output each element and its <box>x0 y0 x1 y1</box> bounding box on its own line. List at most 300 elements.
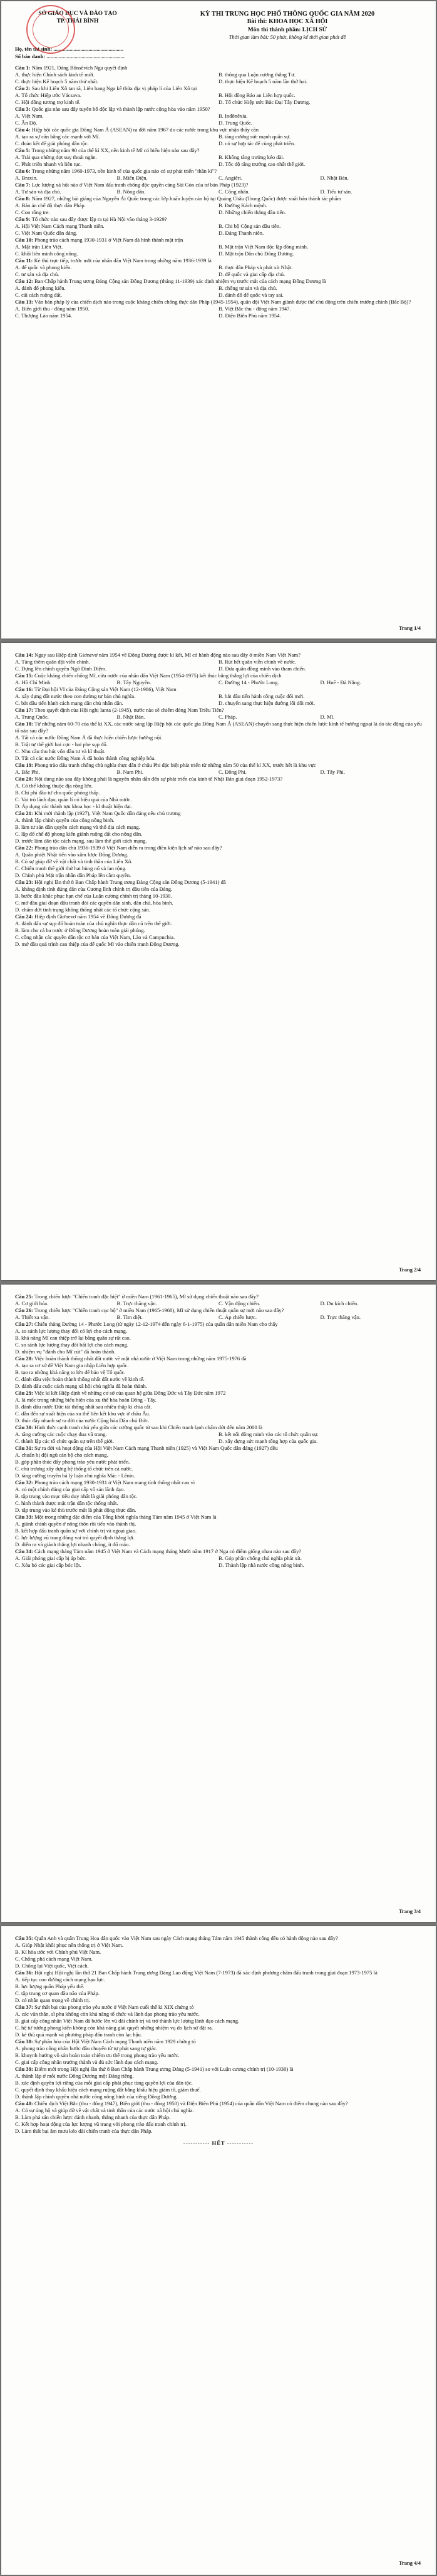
answer-option: A. tạo ra cơ sở để Việt Nam gia nhập Liên hợp quốc. <box>15 1362 129 1368</box>
question-item <box>15 721 422 762</box>
answer-option: B. tăng cường sức mạnh quân sự. <box>218 133 290 140</box>
answer-option: A. thực hiện Chính sách kinh tế mới. <box>15 71 95 78</box>
answer-option: B. tập trung vào mục tiêu duy nhất là giải phóng dân tộc. <box>15 1493 138 1499</box>
question-item <box>15 707 422 721</box>
answer-row <box>15 285 422 292</box>
answer-option: A. tạo ra sự cân bằng các mạnh với Mĩ. <box>15 133 100 140</box>
answer-option: C. Hội đồng tương trợ kinh tế. <box>15 99 81 106</box>
question-item <box>15 85 422 106</box>
answer-option: B. Tìm diệt. <box>116 1314 143 1320</box>
question-item <box>15 64 422 85</box>
answer-option: C. Con rồng tre. <box>15 209 50 216</box>
answer-option: B. giai cấp công nhân Việt Nam đã bước lên vũ đài chính trị và trở thành lực lượng lãnh đạo cách mạng. <box>15 2018 240 2024</box>
answer-row <box>15 99 422 106</box>
question-item <box>15 106 422 126</box>
question-list <box>15 1935 422 2135</box>
answer-option: B. lực lượng quân Pháp yếu thế. <box>15 1983 85 1989</box>
answer-option: C. Vận động chiến. <box>218 1300 260 1306</box>
question-stem: Câu 3: Quốc gia nào sau đây tuyên bố độc lập và thành lập nước cộng hòa vào năm 1950? <box>15 106 210 113</box>
answer-option: A. Mặt trận Liên Việt. <box>15 244 63 250</box>
answer-option: C. Dựng lên chính quyền Ngô Đình Diệm. <box>15 665 107 672</box>
answer-option: B. Miến Điện. <box>116 175 148 182</box>
answer-option: A. Tăng thêm quân đội viễn chinh. <box>15 659 90 665</box>
candidate-name-label: Họ, tên thí sinh: .................................................... <box>15 46 124 53</box>
answer-option: B. kết hợp đấu tranh quân sự với chính trị và ngoại giao. <box>15 1527 137 1534</box>
answer-row <box>15 161 422 168</box>
answer-option: A. xây dựng đất nước theo con đường tư bản chủ nghĩa. <box>15 693 136 699</box>
question-stem: Câu 5: Trong những năm 90 của thế kỉ XX, nền kinh tế Mĩ có biểu hiện nào sau đây? <box>15 147 200 154</box>
answer-row <box>15 188 422 195</box>
answer-option: D. Tây Phi. <box>320 769 345 775</box>
answer-option: C. Thượng Lào năm 1954. <box>15 312 73 319</box>
answer-option: D. đánh đổ đế quốc và tay sai. <box>218 292 284 299</box>
answer-option: D. đánh dấu cuộc cách mạng xã hội chủ nghĩa đã hoàn thành. <box>15 1383 147 1389</box>
answer-option: C. Đường 14 - Phước Long. <box>218 679 279 685</box>
answer-option: B. khuynh hướng vô sản hoàn toàn chiếm ưu thế trong phong trào yêu nước. <box>15 2052 180 2058</box>
exam-header <box>15 10 422 41</box>
question-item <box>15 257 422 278</box>
answer-row <box>15 92 422 99</box>
answer-row <box>15 1431 422 1438</box>
answer-option: C. Vai trò lãnh đạo, quản lí có hiệu quả của Nhà nước. <box>15 796 132 803</box>
candidate-info <box>15 46 422 61</box>
answer-option: A. Trung Quốc. <box>15 714 49 720</box>
exam-subject: Môn thi thành phần: LỊCH SỬ <box>247 27 327 34</box>
question-stem: Câu 16: Từ Đại hội VI của Đảng Cộng sản Việt Nam (12-1986), Việt Nam <box>15 686 177 692</box>
question-item <box>15 1548 422 1569</box>
answer-option: B. bước đầu khắc phục hạn chế của Luận cương chính trị tháng 10-1930. <box>15 893 172 899</box>
answer-option: D. chuyển sang thực hiện đường lối đối mới. <box>218 700 315 706</box>
question-stem: Câu 10: Phong trào cách mạng 1930-1931 ở Việt Nam đã hình thành mặt trận <box>15 237 183 244</box>
answer-option: A. chuẩn bị đội ngũ cán bộ cho cách mạng. <box>15 1452 108 1458</box>
answer-row <box>15 209 422 216</box>
answer-option: D. Du kích chiến. <box>320 1300 359 1306</box>
question-stem: Câu 27: Chiến thắng Đường 14 - Phước Long (từ ngày 12-12-1974 đến ngày 6-1-1975) của quân dân miền Nam cho thấy <box>15 1321 278 1327</box>
answer-option: D. trước làm dân tộc cách mạng, sau làm thế giới cách mạng. <box>15 838 147 844</box>
question-item <box>15 844 422 879</box>
question-stem: Câu 11: Kẻ thù trực tiếp, trước mắt của nhân dân Việt Nam trong những năm 1936-1939 là <box>15 257 212 264</box>
question-item <box>15 1935 422 1969</box>
answer-option: A. Việt Nam. <box>15 113 44 120</box>
answer-option: C. công nhận các quyền dân tộc cơ bản của Việt Nam, Lào và Campuchia. <box>15 934 175 940</box>
answer-option: C. Chống phá cách mạng Việt Nam. <box>15 1956 93 1962</box>
question-stem: Câu 19: Phong trào đấu tranh chống chủ nghĩa thực dân ở châu Phi đặc biệt phát triển từ những năm 50 của thế kỉ XX, trước hết là khu vực <box>15 762 316 768</box>
answer-option: A. khẳng định tính đúng đắn của Cương lĩnh chính trị đầu tiên của Đảng. <box>15 886 173 892</box>
answer-option: D. Trung Quốc. <box>218 120 252 126</box>
answer-row <box>15 223 422 230</box>
answer-option: A. Tư sản và địa chủ. <box>15 188 61 195</box>
answer-row <box>15 271 422 278</box>
question-stem: Câu 29: Việc kí kết Hiệp định về những cơ sở của quan hệ giữa Đông Đức và Tây Đức năm 1972 <box>15 1390 226 1396</box>
answer-row <box>15 133 422 140</box>
question-stem: Câu 21: Khi mới thành lập (1927), Việt Nam Quốc dân đảng nêu chủ trương <box>15 810 181 816</box>
question-stem: Câu 38: Sự phân hóa của Hội Việt Nam Cách mạng Thanh niên năm 1929 chứng tỏ <box>15 2038 196 2045</box>
question-stem: Câu 33: Một trong những đặc điểm của Tổng khởi nghĩa tháng Tám năm 1945 ở Việt Nam là <box>15 1514 217 1520</box>
answer-row <box>15 292 422 299</box>
page-footer: Trang 2/4 <box>398 1266 421 1273</box>
answer-option: A. Thiết xa vận. <box>15 1314 50 1320</box>
answer-option: D. tập trung vào kẻ thù trước mắt là phát động thực dân. <box>15 1507 136 1513</box>
question-item <box>15 216 422 237</box>
answer-option: D. Những chiến thắng đầu tiên. <box>218 209 286 216</box>
end-marker: ----------- HẾT ----------- <box>183 2140 254 2146</box>
answer-option: D. đế quốc và giai cấp địa chủ. <box>218 271 285 278</box>
answer-option: A. là mốc trong những biểu hiện của xu thế hòa hoãn Đông - Tây. <box>15 1397 157 1403</box>
answer-row <box>15 1438 422 1445</box>
answer-row <box>15 659 422 665</box>
answer-option: C. Xóa bỏ các giai cấp bóc lột. <box>15 1562 81 1568</box>
answer-option: B. Chi bộ Cộng sản đầu tiên. <box>218 223 281 230</box>
question-item <box>15 126 422 147</box>
answer-option: C. bắt đầu tiến hành cách mạng dân chủ nhân dân. <box>15 700 123 706</box>
answer-option: D. Đưa quân đồng minh vào tham chiến. <box>218 665 306 672</box>
answer-option: B. Rút hết quân viễn chinh về nước. <box>218 659 297 665</box>
answer-option: C. Áp chiến lược. <box>218 1314 257 1320</box>
exam-subject-group: Bài thi: KHOA HỌC XÃ HỘI <box>247 18 328 26</box>
question-item <box>15 237 422 257</box>
question-item <box>15 1321 422 1355</box>
question-stem: Câu 17: Theo quyết định của Hội nghị Ianta (2-1945), nước nào sẽ chiếm đóng Nam Triều Tiên? <box>15 707 224 713</box>
answer-option: A. thành lập ở mỗi nước Đông Dương một Đảng riêng. <box>15 2073 134 2079</box>
answer-option: D. thực hiện Kế hoạch 5 năm lần thứ hai. <box>218 78 307 85</box>
answer-option: B. Tây Nguyên. <box>116 679 152 685</box>
answer-option: B. thực dân Pháp và phát xít Nhật. <box>218 264 293 271</box>
answer-option: A. Hội Việt Nam Cách mạng Thanh niên. <box>15 223 105 230</box>
answer-option: D. Điện Biên Phủ năm 1954. <box>218 312 281 319</box>
answer-option: A. phong trào công nhân bước đầu chuyển từ tự phát sang tự giác. <box>15 2045 158 2051</box>
answer-row <box>15 154 422 161</box>
answer-option: C. Angiêri. <box>218 175 242 182</box>
page-footer: Trang 3/4 <box>398 1908 421 1914</box>
answer-option: A. Biên giới thu - đông năm 1950. <box>15 305 90 312</box>
question-item <box>15 1445 422 1479</box>
answer-option: A. Quân phiệt Nhật tiến vào xâm lược Đông Dương. <box>15 851 128 858</box>
question-item <box>15 1479 422 1514</box>
answer-option: C. chủ trương xây dựng hệ thống tổ chức trên cả nước. <box>15 1465 133 1472</box>
answer-option: B. xác định quyền lợi riêng của mỗi giai cấp phải phục tùng quyền lợi của dân tộc. <box>15 2080 193 2086</box>
answer-option: C. Ấn Độ. <box>15 120 38 126</box>
answer-option: A. đế quốc và phong kiến. <box>15 264 72 271</box>
answer-option: B. Inđônêxia. <box>218 113 248 120</box>
answer-row <box>15 1300 422 1307</box>
answer-option: D. Trực thăng vận. <box>320 1314 361 1320</box>
question-item <box>15 147 422 168</box>
answer-option: B. Góp phần chống chủ nghĩa phát xít. <box>218 1555 302 1561</box>
answer-option: D. Thành lập nhà nước công nông binh. <box>218 1562 304 1568</box>
question-item <box>15 2004 422 2038</box>
answer-option: D. Tốc độ tăng trưởng cao nhất thế giới. <box>218 161 306 168</box>
answer-option: B. Nông dân. <box>116 188 146 195</box>
question-stem: Câu 18: Từ những năm 60-70 của thế kỉ XX, các nước sáng lập Hiệp hội các quốc gia Đông Nam Á (ASEAN) chuyển sang thực hiện chiến lược kinh tế hướng ngoại là do tác động của yếu tố nào sau đây? <box>15 721 422 734</box>
answer-option: A. Bắc Phi. <box>15 769 40 775</box>
answer-option: D. Mĩ. <box>320 714 335 720</box>
answer-option: B. Không tăng trưởng kéo dài. <box>218 154 284 161</box>
answer-row <box>15 175 422 182</box>
question-item <box>15 1969 422 2004</box>
question-item <box>15 672 422 686</box>
department-block <box>15 10 140 41</box>
answer-option: C. Pháp. <box>218 714 237 720</box>
answer-row <box>15 312 422 319</box>
answer-option: B. Chi phí đầu tư cho quốc phòng thấp. <box>15 789 100 796</box>
answer-option: C. cải cách ruộng đất. <box>15 292 62 299</box>
answer-option: D. diễn ra và giành thắng lợi nhanh chóng, ít đổ máu. <box>15 1541 130 1547</box>
question-stem: Câu 32: Phong trào cách mạng 1930-1931 ở Việt Nam mang tính thống nhất cao vì <box>15 1479 195 1486</box>
question-stem: Câu 24: Hiệp định Giơnevơ năm 1954 về Đông Dương đã <box>15 913 141 920</box>
answer-option: B. Có sự giúp đỡ về vật chất và tinh thần của Liên Xô. <box>15 858 133 865</box>
question-stem: Câu 7: Lực lượng xã hội nào ở Việt Nam đấu tranh chống độc quyền cảng Sài Gòn của tư bản Pháp (1923)? <box>15 182 249 188</box>
answer-option: D. chấm dứt tình trạng không thống nhất các tổ chức cộng sản. <box>15 906 150 913</box>
question-stem: Câu 30: Hình thức cạnh tranh chủ yếu giữa các cường quốc từ sau khi Chiến tranh lạnh chấm dứt đến năm 2000 là <box>15 1424 263 1430</box>
question-item <box>15 278 422 299</box>
question-item <box>15 299 422 319</box>
answer-row <box>15 693 422 700</box>
answer-option: A. tăng cường các cuộc chạy đua vũ trang. <box>15 1431 107 1437</box>
question-stem: Câu 37: Sự thất bại của phong trào yêu nước ở Việt Nam cuối thế kỉ XIX chứng tỏ <box>15 2004 194 2010</box>
answer-option: D. thúc đẩy nhanh sự ra đời của nước Cộng hòa Dân chủ Đức. <box>15 1417 150 1424</box>
answer-option: B. thông qua Luận cương thắng Tư. <box>218 71 296 78</box>
page-footer: Trang 4/4 <box>398 2560 421 2566</box>
answer-option: B. Đường Kách mệnh. <box>218 202 267 209</box>
answer-option: D. kẻ thù quá mạnh và phương pháp đấu tranh còn lạc hậu. <box>15 2031 142 2038</box>
answer-row <box>15 120 422 126</box>
answer-row <box>15 78 422 85</box>
answer-option: C. Công nhân. <box>218 188 250 195</box>
answer-option: D. thành lập chính quyền nhà nước công nông binh của riêng Đông Dương. <box>15 2093 178 2100</box>
answer-option: C. Nhu cầu thu hút vốn đầu tư và kĩ thuật. <box>15 748 106 754</box>
question-list <box>15 652 422 948</box>
answer-row <box>15 230 422 237</box>
answer-option: C. đoàn kết để giải phóng dân tộc. <box>15 140 89 147</box>
answer-option: B. bắt đầu tiến hành công cuộc đổi mới. <box>218 693 305 699</box>
answer-option: C. mở đầu giai đoạn đấu tranh đòi các quyền dân sinh, dân chủ, hòa bình. <box>15 900 173 906</box>
question-stem: Câu 14: Ngay sau Hiệp định Giơnevơ năm 1954 về Đông Dương được kí kết, Mĩ có hành động nào sau đây ở miền Nam Việt Nam? <box>15 652 301 658</box>
question-stem: Câu 35: Quân Anh và quân Trung Hoa dân quốc vào Việt Nam sau ngày Cách mạng tháng Tám năm 1945 thành công đều có hành động nào sau đây? <box>15 1935 338 1941</box>
question-item <box>15 762 422 776</box>
question-stem: Câu 34: Cách mạng tháng Tám năm 1945 ở Việt Nam và Cách mạng tháng Mười năm 1917 ở Nga có điểm giống nhau nào sau đây? <box>15 1548 302 1554</box>
question-item <box>15 879 422 913</box>
answer-option: B. Nam Phi. <box>116 769 143 775</box>
question-stem: Câu 22: Phong trào dân chủ 1936-1939 ở Việt Nam diễn ra trong điều kiện lịch sử nào sau đây? <box>15 844 222 851</box>
answer-row <box>15 202 422 209</box>
answer-option: D. Mặt trận Dân chủ Đông Dương. <box>218 250 294 257</box>
answer-option: D. Áp dụng các thành tựu khoa học - kĩ thuật hiện đại. <box>15 803 132 809</box>
answer-option: C. thực hiện Kế hoạch 5 năm thứ nhất. <box>15 78 98 85</box>
answer-option: C. Kết hợp hoạt động của lực lượng vũ trang với phong trào đấu tranh chính trị. <box>15 2121 187 2127</box>
answer-row <box>15 714 422 721</box>
exam-page-2 <box>1 643 436 1280</box>
answer-option: D. Tiểu tư sản. <box>320 188 352 195</box>
answer-option: A. đánh dấu sự sụp đổ hoàn toàn của chủ nghĩa thực dân cũ trên thế giới. <box>15 920 172 926</box>
answer-option: A. Trải qua những đợt suy thoái ngắn. <box>15 154 97 161</box>
answer-option: D. xây dựng sức mạnh tổng hợp của quốc gia. <box>218 1438 318 1444</box>
exam-page-4 <box>1 1926 436 2575</box>
question-item <box>15 1390 422 1424</box>
answer-option: B. làm tư sản dân quyền cách mạng và thổ địa cách mạng. <box>15 824 140 830</box>
question-item <box>15 2066 422 2100</box>
answer-option: C. lập đổ chế độ phong kiến giành ruộng đất cho nông dân. <box>15 831 143 837</box>
answer-option: B. Nhật Bản. <box>116 714 145 720</box>
question-stem: Câu 40: Chiến dịch Việt Bắc (thu - đông 1947), Biên giới (thu - đông 1950) và Điện Biên Phủ (1954) của quân dân Việt Nam có điểm chung nào sau đây? <box>15 2100 348 2106</box>
question-stem: Câu 4: Hiệp hội các quốc gia Đông Nam Á (ASEAN) ra đời năm 1967 do các nước trong khu vực nhận thấy cần <box>15 126 259 133</box>
answer-option: A. Braxin. <box>15 175 38 182</box>
question-stem: Câu 12: Ban Chấp hành Trung ương Đảng Cộng sản Đông Dương (tháng 11-1939) xác định nhiệm vụ trước mắt của cách mạng Đông Dương là <box>15 278 326 285</box>
answer-option: B. Trực thăng vận. <box>116 1300 157 1306</box>
question-stem: Câu 9: Tổ chức nào sau đây được lập ra tại Hà Nội vào tháng 3-1929? <box>15 216 167 223</box>
red-seal-stamp <box>26 5 75 54</box>
question-stem: Câu 15: Cuộc kháng chiến chống Mĩ, cứu nước của nhân dân Việt Nam (1954-1975) kết thúc bằng thắng lợi của chiến dịch <box>15 672 282 679</box>
question-stem: Câu 36: Hội nghị Hội nghị lần thứ 21 Ban Chấp hành Trung ương Đảng Lao động Việt Nam (7-1973) đã xác định phương châm đấu tranh trong giai đoạn 1973-1975 là <box>15 1969 378 1976</box>
question-stem: Câu 26: Trong chiến lược "Chiến tranh cục bộ" ở miền Nam (1965-1968), Mĩ sử dụng chiến thuật quân sự mới nào sau đây? <box>15 1307 284 1313</box>
answer-option: C. lực lượng vũ trang đóng vai trò quyết định thắng lợi. <box>15 1534 135 1541</box>
question-stem: Câu 1: Năm 1921, Đảng Bônsêvích Nga quyết định <box>15 64 128 71</box>
page-footer: Trang 1/4 <box>398 625 421 631</box>
answer-option: D. có sự hợp tác để cùng phát triển. <box>218 140 296 147</box>
answer-option: B. tạo ra những khả năng to lớn để bảo vệ Tổ quốc. <box>15 1369 126 1375</box>
answer-option: B. Làm phá sản chiến lược đánh nhanh, thắng nhanh của thực dân Pháp. <box>15 2114 171 2120</box>
answer-option: A. đánh đổ phong kiến. <box>15 285 66 292</box>
question-item <box>15 2100 422 2135</box>
answer-option: D. nhiệm vụ "đánh cho Mĩ cút" đã hoàn thành. <box>15 1348 116 1355</box>
answer-option: D. Làm thất bại âm mưu kéo dài chiến tranh của thực dân Pháp. <box>15 2128 153 2134</box>
question-stem: Câu 23: Hội nghị lần thứ 8 Ban Chấp hành Trung ương Đảng Cộng sản Đông Dương (5-1941) đã <box>15 879 226 885</box>
exam-page-1 <box>1 1 436 639</box>
answer-option: A. các văn thân, sĩ phu không còn khả năng tổ chức và lãnh đạo phong trào yêu nước. <box>15 2011 200 2017</box>
answer-row <box>15 250 422 257</box>
answer-option: D. mở đầu quá trình can thiệp của đế quốc Mĩ vào chiến tranh Đông Dương. <box>15 941 180 947</box>
answer-option: D. Huế - Đà Nẵng. <box>320 679 361 685</box>
answer-option: A. so sánh lực lượng thay đổi có lợi cho cách mạng. <box>15 1328 128 1334</box>
answer-option: A. Tổ chức Hiệp ước Vácsava. <box>15 92 81 99</box>
answer-option: D. tăng cường truyền bá lý luận chủ nghĩa Mác - Lênin. <box>15 1472 135 1479</box>
question-list <box>15 64 422 319</box>
answer-option: A. Giải phóng giai cấp bị áp bức. <box>15 1555 87 1561</box>
answer-option: D. Tổ chức Hiệp ước Bắc Đại Tây Dương. <box>218 99 311 106</box>
answer-row <box>15 769 422 776</box>
question-item <box>15 652 422 672</box>
answer-option: B. Việt Bắc thu - đông năm 1947. <box>218 305 291 312</box>
answer-option: B. Mặt trận Việt Nam độc lập đồng minh. <box>218 244 309 250</box>
answer-option: A. Cơ giới hóa. <box>15 1300 49 1306</box>
question-item <box>15 2038 422 2066</box>
question-item <box>15 1355 422 1390</box>
answer-row <box>15 305 422 312</box>
answer-option: B. khả năng Mĩ can thiệp trở lại bằng quân sự rất cao. <box>15 1335 131 1341</box>
answer-option: B. đánh dấu nước Đức tái thống nhất sau nhiều thập kỉ chia cắt. <box>15 1403 152 1410</box>
answer-option: C. tư sản và địa chủ. <box>15 271 59 278</box>
answer-option: B. kết nối đồng minh vào các tổ chức quân sự. <box>218 1431 319 1437</box>
answer-option: A. tiếp tục con đường cách mạng bạo lực. <box>15 1976 105 1983</box>
answer-option: D. Nhật Bản. <box>320 175 349 182</box>
answer-option: C. Phát triển nhanh và liên tục. <box>15 161 82 168</box>
answer-option: C. Đông Phi. <box>218 769 247 775</box>
answer-row <box>15 1555 422 1562</box>
answer-option: C. tập trung cơ quan đầu não của Pháp. <box>15 1990 100 1996</box>
answer-option: C. thành lập các tổ chức quân sự trên thế giới. <box>15 1438 114 1444</box>
question-item <box>15 168 422 182</box>
answer-option: A. có một chính đảng của giai cấp vô sản lãnh đạo. <box>15 1486 125 1492</box>
exam-title-block <box>153 10 422 41</box>
question-stem: Câu 2: Sau khi Liên Xô tan rã, Liên bang Nga kế thừa địa vị pháp lí của Liên Xô tại <box>15 85 197 92</box>
question-item <box>15 1514 422 1548</box>
answer-option: D. Đảng Thanh niên. <box>218 230 264 237</box>
answer-option: A. Bản án chế độ thực dân Pháp. <box>15 202 86 209</box>
answer-option: C. giai cấp công nhân trưởng thành và đủ sức lãnh đạo cách mạng. <box>15 2059 158 2065</box>
question-stem: Câu 25: Trong chiến lược "Chiến tranh đặc biệt" ở miền Nam (1961-1965), Mĩ sử dụng chiến thuật nào sau đây? <box>15 1293 259 1300</box>
exam-page-3 <box>1 1285 436 1922</box>
answer-option: A. giành chính quyền ở nông thôn rồi tiến vào thành thị. <box>15 1521 136 1527</box>
question-stem: Câu 31: Sự ra đời và hoạt động của Hội Việt Nam Cách mạng Thanh niên (1925) và Việt Nam Quốc dân đảng (1927) đều <box>15 1445 278 1451</box>
answer-option: C. hệ tư tưởng phong kiến không còn khả năng giải quyết những nhiệm vụ do lịch sử đặt ra. <box>15 2024 213 2031</box>
answer-option: C. đánh dấu việc hoàn thành thống nhất đất nước về kinh tế. <box>15 1376 145 1382</box>
question-item <box>15 1293 422 1307</box>
exam-title: KỲ THI TRUNG HỌC PHỔ THÔNG QUỐC GIA NĂM 2020 <box>200 11 375 18</box>
question-item <box>15 810 422 844</box>
question-stem: Câu 13: Văn bản pháp lý của chiến dịch nào trong cuộc kháng chiến chống thực dân Pháp (1945-1954), quân đội Việt Nam giành được thế chủ động trên chiến trường chính (Bắc Bộ)? <box>15 299 411 305</box>
question-stem: Câu 20: Nội dung nào sau đây không phải là nguyên nhân dẫn đến sự phát triển của kinh tế Nhật Bản giai đoạn 1952-1973? <box>15 776 283 782</box>
answer-option: C. hình thành được mặt trận dân tộc thống nhất. <box>15 1500 118 1506</box>
answer-option: C. so sánh lực lượng thay đổi bất lợi cho cách mạng. <box>15 1342 128 1348</box>
answer-option: A. thành lập chính quyền của công nông binh. <box>15 817 115 823</box>
answer-option: B. làm cho cả ba nước ở Đông Dương hoàn toàn giải phóng. <box>15 927 145 933</box>
question-stem: Câu 28: Việc hoàn thành thống nhất đất nước về mặt nhà nước ở Việt Nam trong những năm 1975-1976 đã <box>15 1355 247 1362</box>
answer-row <box>15 679 422 686</box>
question-item <box>15 686 422 707</box>
answer-option: A. Hồ Chí Minh. <box>15 679 52 685</box>
answer-option: C. dẫn đến sự xuất hiện của xu thế liên kết khu vực ở châu Âu. <box>15 1410 150 1417</box>
question-item <box>15 1424 422 1445</box>
answer-option: D. Chính phủ Mặt trận nhân dân Pháp lên cầm quyền. <box>15 872 131 878</box>
answer-option: D. Tất cả các nước Đông Nam Á đã hoàn thành công nghiệp hóa. <box>15 755 156 761</box>
question-stem: Câu 8: Năm 1927, những bài giảng của Nguyễn Ái Quốc trong các lớp huấn luyện cán bộ tại Quảng Châu (Trung Quốc) được xuất bản thành tác phẩm <box>15 195 341 202</box>
candidate-id-label: Số báo danh: .......................................................... <box>15 53 125 60</box>
answer-option: D. Chống lại Việt quốc, Việt cách. <box>15 1963 89 1969</box>
answer-option: B. Hội đồng Bảo an Liên hợp quốc. <box>218 92 296 99</box>
answer-row <box>15 113 422 120</box>
answer-option: C. Chiến tranh thế giới thứ hai bùng nổ và lan rộng. <box>15 865 126 871</box>
answer-row <box>15 140 422 147</box>
question-list <box>15 1293 422 1569</box>
exam-time: Thời gian làm bài: 50 phút, không kể thời gian phát đề <box>229 34 346 41</box>
answer-option: D. có nhân quan trọng về chính trị. <box>15 1997 91 2003</box>
question-item <box>15 1307 422 1321</box>
answer-option: B. Kí hòa ước với Chính phủ Việt Nam. <box>15 1949 101 1955</box>
answer-option: C. Việt Nam Quốc dân đảng. <box>15 230 78 237</box>
answer-row <box>15 244 422 250</box>
answer-option: A. Có sự ủng hộ và giúp đỡ về vật chất và tinh thần của các nước xã hội chủ nghĩa. <box>15 2107 194 2113</box>
answer-option: A. Có thể không thuộc địa rộng lớn. <box>15 783 93 789</box>
question-stem: Câu 6: Trong những năm 1960-1973, nền kinh tế của quốc gia nào có sự phát triển "thần kì"? <box>15 168 217 175</box>
question-item <box>15 776 422 810</box>
answer-option: A. Giúp Nhật khôi phục nền thống trị ở Việt Nam. <box>15 1942 123 1948</box>
answer-row <box>15 665 422 672</box>
answer-option: B. chống tư sản và địa chủ. <box>218 285 277 292</box>
answer-option: C. quyết định thay khẩu hiệu cách mạng ruộng đất bằng khẩu hiệu giảm tô, giảm thuế. <box>15 2086 201 2093</box>
answer-row <box>15 1314 422 1321</box>
question-stem: Câu 39: Điểm mới trong Hội nghị lần thứ 8 Ban Chấp hành Trung ương Đảng (5-1941) so với Luận cương chính trị (10-1930) là <box>15 2066 294 2072</box>
answer-option: B. Trật tự thế giới hai cực - hai phe sụp đổ. <box>15 741 108 747</box>
department-line1: SỞ GIÁO DỤC VÀ ĐÀO TẠO <box>38 11 117 17</box>
question-item <box>15 195 422 216</box>
answer-option: A. Tất cả các nước Đông Nam Á đã thực hiện chiến lược hướng nội. <box>15 734 163 741</box>
question-item <box>15 913 422 948</box>
answer-row <box>15 264 422 271</box>
answer-option: B. góp phần thúc đẩy phong trào yêu nước phát triển. <box>15 1459 130 1465</box>
answer-option: C. khối liên minh công nông. <box>15 250 78 257</box>
question-item <box>15 182 422 195</box>
answer-row <box>15 700 422 707</box>
answer-row <box>15 1562 422 1569</box>
